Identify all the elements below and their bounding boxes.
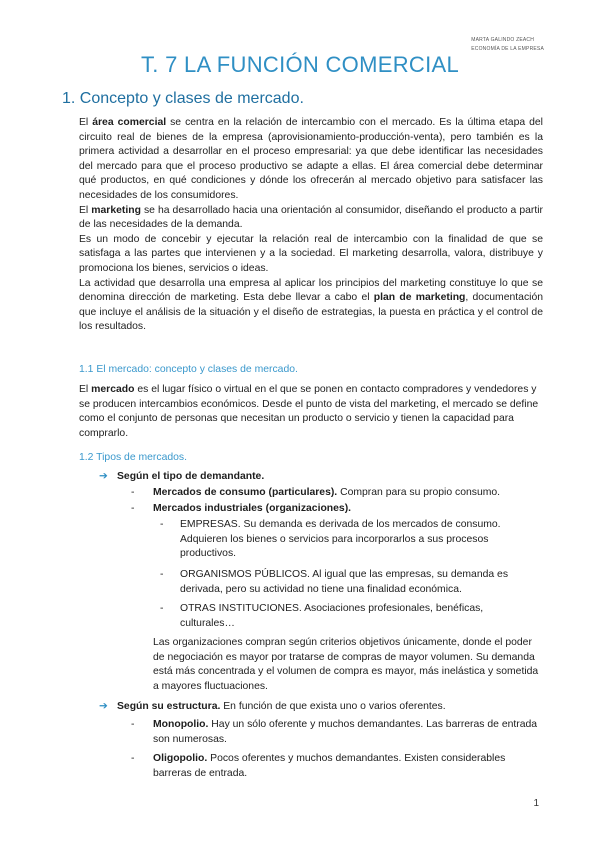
subheading-1-2: 1.2 Tipos de mercados. [79,452,188,463]
bullet-demandante: ➔ Según el tipo de demandante. [99,470,264,485]
paragraph-organizaciones: Las organizaciones compran según criterios objetivos únicamente, donde el poder de negociación es mayor por tratarse de compras de mayor volumen. Su demanda está más concentrada y el volumen de compra es mayor, más inelástica y sometida a mayores fluctuaciones. [153,637,539,692]
arrow-icon: ➔ [99,701,108,712]
item-organismos: - ORGANISMOS PÚBLICOS. Al igual que las empresas, su demanda es derivada, pero su actividad no tiene una finalidad económica. [160,568,530,597]
author-name: MARTA GALINDO ZEACH [471,37,535,43]
dash-icon: - [131,487,135,498]
paragraph-area-comercial: El área comercial se centra en la relación de intercambio con el mercado. Es la última etapa del circuito real de bienes de la empresa (aprovisionamiento-producción-venta), pero también es la primera actividad a desarrollar en el proceso empresarial: ya que debe identificar las necesidades del mercado para que el proceso productivo se adapte a ellas. El área comercial debe determinar qué productos, en qué condiciones y dónde los ofrecerán al mercado objetivo para satisfacer las necesidades de los consumidores. [79,117,543,201]
item-industriales: - Mercados industriales (organizaciones). [131,502,351,517]
arrow-icon: ➔ [99,471,108,482]
dash-icon: - [131,753,135,764]
section-heading: 1. Concepto y clases de mercado. [62,90,304,107]
intro-text [79,116,543,335]
subheading-1-1: 1.1 El mercado: concepto y clases de mercado. [79,364,298,375]
item-empresas: - EMPRESAS. Su demanda es derivada de los mercados de consumo. Adquieren los bienes o servicios para incorporarlos a sus procesos productivos. [160,518,530,562]
dash-icon: - [160,519,164,530]
paragraph-modo: Es un modo de concebir y ejecutar la relación real de intercambio con la finalidad de que se satisfaga a las partes que intervienen y a la sociedad. El marketing desarrolla, valora, distribuye y promociona los bienes, servicios o ideas. [79,233,543,274]
dash-icon: - [131,719,135,730]
paragraph-plan: La actividad que desarrolla una empresa al aplicar los principios del marketing constituye lo que se denomina dirección de marketing. Esta debe llevar a cabo el plan de marketing, documentación que incluye el análisis de la situación y el diseño de estrategias, la puesta en práctica y el control de los resultados. [79,277,544,333]
paragraph-marketing: El marketing se ha desarrollado hacia una orientación al consumidor, diseñando el producto a partir de las necesidades de la demanda. [79,204,543,231]
dash-icon: - [131,503,135,514]
item-otras: - OTRAS INSTITUCIONES. Asociaciones profesionales, benéficas, culturales… [160,602,530,631]
page-title: T. 7 LA FUNCIÓN COMERCIAL [140,52,459,77]
subject-name: ECONOMÍA DE LA EMPRESA [471,46,544,52]
bullet-estructura: ➔ Según su estructura. En función de que exista uno o varios oferentes. [99,700,446,715]
dash-icon: - [160,603,164,614]
item-oligopolio: - Oligopolio. Pocos oferentes y muchos demandantes. Existen considerables barreras de entrada. [131,752,545,781]
paragraph-mercado: El mercado es el lugar físico o virtual en el que se ponen en contacto compradores y vendedores y se producen intercambios económicos. Desde el punto de vista del marketing, el mercado se define como el conjunto de personas que necesitan un producto o servicio y tienen la capacidad para comprarlo. [79,384,539,439]
page-number: 1 [533,798,539,809]
item-monopolio: - Monopolio. Hay un sólo oferente y muchos demandantes. Las barreras de entrada son numerosas. [131,718,545,747]
dash-icon: - [160,569,164,580]
item-consumo: - Mercados de consumo (particulares). Compran para su propio consumo. [131,486,500,501]
